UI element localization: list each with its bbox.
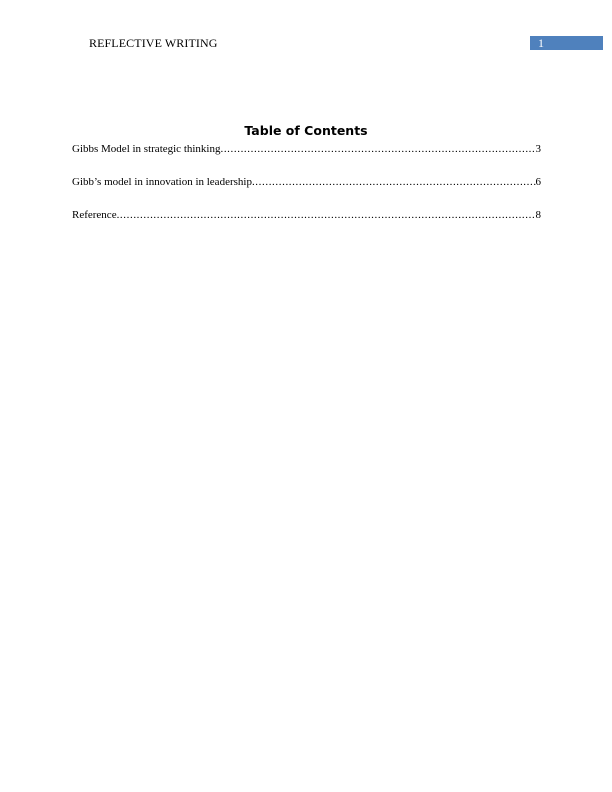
toc-entry-page: 6 bbox=[535, 176, 541, 188]
toc-dot-leader bbox=[252, 175, 536, 189]
toc-entry-title: Gibbs Model in strategic thinking bbox=[72, 143, 221, 155]
toc-dot-leader bbox=[220, 142, 535, 156]
toc-entry[interactable] bbox=[72, 175, 541, 189]
toc-entry[interactable] bbox=[72, 142, 541, 156]
toc-entry-page: 8 bbox=[535, 209, 541, 221]
toc-entry-title: Gibb’s model in innovation in leadership bbox=[72, 176, 252, 188]
toc-entry-page: 3 bbox=[535, 143, 541, 155]
toc-heading: Table of Contents bbox=[244, 123, 368, 138]
page-number: 1 bbox=[538, 36, 544, 50]
toc-entry-title: Reference bbox=[72, 209, 117, 221]
toc-dot-leader bbox=[117, 208, 536, 222]
toc-entry[interactable] bbox=[72, 208, 541, 222]
page-number-badge bbox=[530, 36, 603, 50]
table-of-contents bbox=[72, 142, 541, 241]
running-header: REFLECTIVE WRITING bbox=[89, 36, 218, 50]
